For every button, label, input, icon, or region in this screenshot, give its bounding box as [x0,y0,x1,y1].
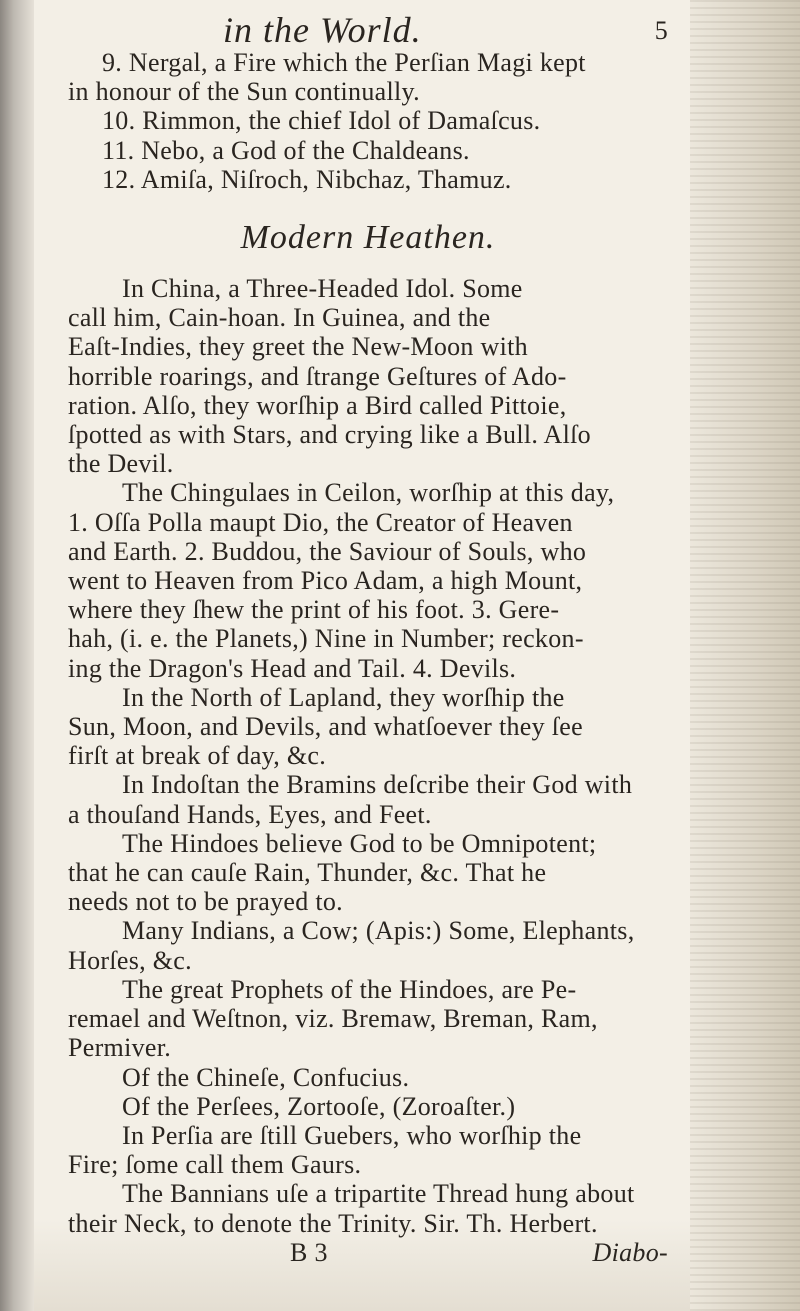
text-line: Many Indians, a Cow; (Apis:) Some, Elephants, [122,916,635,946]
text-line: The Bannians uſe a tripartite Thread hung about [122,1179,635,1209]
text-line: In Indoſtan the Bramins deſcribe their God with [122,770,633,800]
list-line: 9. Nergal, a Fire which the Perſian Magi kept [102,48,586,77]
page-footer [68,1238,668,1268]
text-line: needs not to be prayed to. [68,887,343,917]
text-line: Permiver. [68,1033,172,1063]
text-line: a thouſand Hands, Eyes, and Feet. [68,799,432,829]
text-line: horrible roarings, and ſtrange Geſtures of Ado- [68,361,567,391]
text-line: Of the Perſees, Zortooſe, (Zoroaſter.) [122,1091,516,1121]
page-number: 5 [654,16,668,45]
text-line: ſpotted as with Stars, and crying like a Bull. Alſo [68,420,591,450]
text-line: ing the Dragon's Head and Tail. 4. Devils. [68,653,517,683]
text-line: Sun, Moon, and Devils, and whatſoever they ſee [68,712,583,742]
text-line: The Hindoes believe God to be Omnipotent; [122,828,597,858]
list-line: 12. Amiſa, Niſroch, Nibchaz, Thamuz. [102,164,512,194]
text-line: remael and Weſtnon, viz. Bremaw, Breman, Ram, [68,1004,598,1034]
catchword: Diabo- [592,1237,668,1267]
page-edge-stack [690,0,800,1311]
text-line: Fire; ſome call them Gaurs. [68,1150,362,1180]
text-line: In China, a Three-Headed Idol. Some [122,274,523,304]
text-line: that he can cauſe Rain, Thunder, &c. That he [68,858,547,888]
book-page [68,10,668,1268]
list-line: 10. Rimmon, the chief Idol of Damaſcus. [102,106,541,136]
text-line: Eaſt-Indies, they greet the New-Moon with [68,332,528,362]
text-line: Horſes, &c. [68,945,192,975]
text-line: The Chingulaes in Ceilon, worſhip at this day, [122,478,615,508]
body-text [68,274,668,1238]
signature-mark: B 3 [290,1237,328,1267]
text-line: In the North of Lapland, they worſhip the [122,682,565,712]
section-heading: Modern Heathen. [240,219,496,257]
text-line: Of the Chineſe, Confucius. [122,1062,410,1092]
text-line: 1. Oſſa Polla maupt Dio, the Creator of Heaven [68,507,573,537]
text-line: call him, Cain-hoan. In Guinea, and the [68,303,491,333]
running-head: in the World. [223,10,422,50]
text-line: ration. Alſo, they worſhip a Bird called Pittoie, [68,390,567,420]
text-line: In Perſia are ſtill Guebers, who worſhip the [122,1120,582,1150]
list-line: in honour of the Sun continually. [68,77,420,107]
text-line: their Neck, to denote the Trinity. Sir. Th. Herbert. [68,1208,598,1238]
book-gutter-shadow [0,0,34,1311]
text-line: The great Prophets of the Hindoes, are Pe- [122,974,577,1004]
text-line: firſt at break of day, &c. [68,741,327,771]
text-line: where they ſhew the print of his foot. 3. Gere- [68,595,560,625]
text-line: went to Heaven from Pico Adam, a high Mount, [68,566,583,596]
text-line: and Earth. 2. Buddou, the Saviour of Souls, who [68,536,587,566]
idol-list [68,48,668,194]
page-header [68,10,668,48]
text-line: the Devil. [68,449,174,479]
text-line: hah, (i. e. the Planets,) Nine in Number; reckon- [68,624,584,654]
list-line: 11. Nebo, a God of the Chaldeans. [102,135,470,165]
